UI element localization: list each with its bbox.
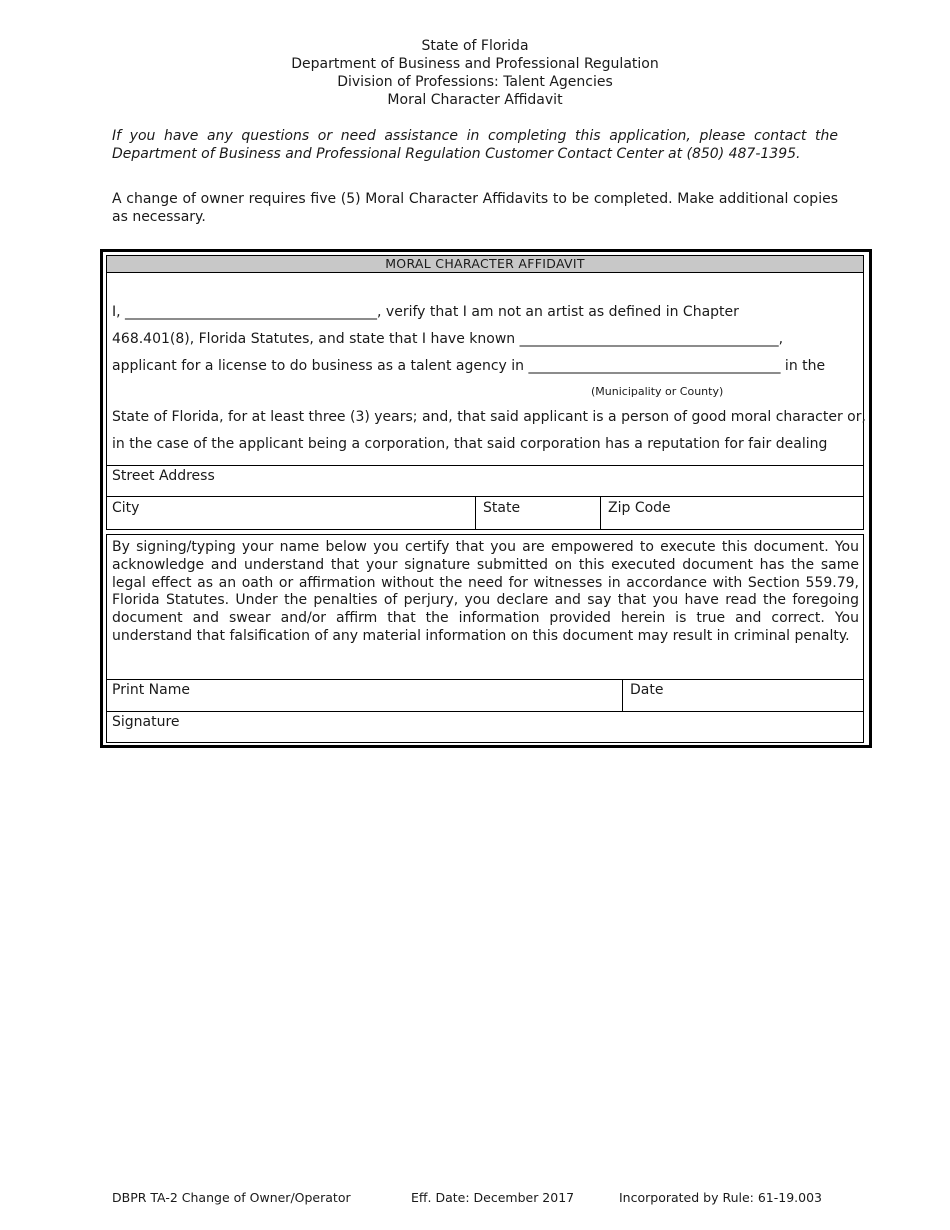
header-form-title: Moral Character Affidavit [387, 92, 563, 108]
zip-code-field[interactable]: Zip Code [608, 500, 671, 516]
change-of-owner-note: A change of owner requires five (5) Moral Character Affidavits to be completed. Make additional copies as necessary. [112, 191, 838, 225]
footer-rule: Incorporated by Rule: 61-19.003 [619, 1190, 823, 1205]
footer-effective-date: Eff. Date: December 2017 [411, 1190, 575, 1205]
affidavit-line-2: 468.401(8), Florida Statutes, and state that I have known _____________________________________, [112, 331, 784, 347]
affidavit-form-inner [106, 255, 864, 742]
column-divider [600, 496, 601, 529]
certification-text: By signing/typing your name below you certify that you are empowered to execute this document. You acknowledge and understand that your signature submitted on this executed document has the same legal effect as an oath or affirmation without the need for witnesses in accordance with Section 559.79, Florida Statutes. Under the penalties of perjury, you declare and say that you have read the foregoing document and swear and/or affirm that the information provided herein is true and correct. You understand that falsification of any material information on this document may result in criminal penalty. [112, 539, 859, 644]
date-field[interactable]: Date [630, 682, 664, 698]
signature-field[interactable]: Signature [112, 714, 180, 730]
affidavit-section [106, 255, 864, 530]
certification-section [106, 534, 864, 743]
state-field[interactable]: State [483, 500, 521, 516]
document-header [0, 37, 950, 109]
affidavit-form [100, 249, 872, 748]
municipality-caption: (Municipality or County) [591, 385, 724, 398]
row-divider [107, 496, 863, 497]
street-address-field[interactable]: Street Address [112, 468, 215, 484]
affidavit-line-4: State of Florida, for at least three (3) years; and, that said applicant is a person of good moral character or, [112, 409, 866, 425]
column-divider [622, 679, 623, 711]
affidavit-line-3: applicant for a license to do business as a talent agency in ____________________________________ in the [112, 358, 826, 374]
footer-form-id: DBPR TA-2 Change of Owner/Operator [112, 1190, 351, 1205]
contact-note: If you have any questions or need assistance in completing this application, please contact the Department of Business and Professional Regulation Customer Contact Center at (850) 487-1395. [112, 128, 838, 162]
print-name-field[interactable]: Print Name [112, 682, 190, 698]
affidavit-line-5: in the case of the applicant being a corporation, that said corporation has a reputation for fair dealing [112, 436, 828, 452]
city-field[interactable]: City [112, 500, 140, 516]
header-state: State of Florida [421, 38, 529, 54]
header-division: Division of Professions: Talent Agencies [337, 74, 613, 90]
row-divider [107, 711, 863, 712]
section-title: MORAL CHARACTER AFFIDAVIT [107, 256, 863, 273]
row-divider [107, 465, 863, 466]
column-divider [475, 496, 476, 529]
row-divider [107, 679, 863, 680]
affidavit-line-1: I, ____________________________________, verify that I am not an artist as defined in Chapter [112, 304, 739, 320]
header-department: Department of Business and Professional Regulation [291, 56, 659, 72]
